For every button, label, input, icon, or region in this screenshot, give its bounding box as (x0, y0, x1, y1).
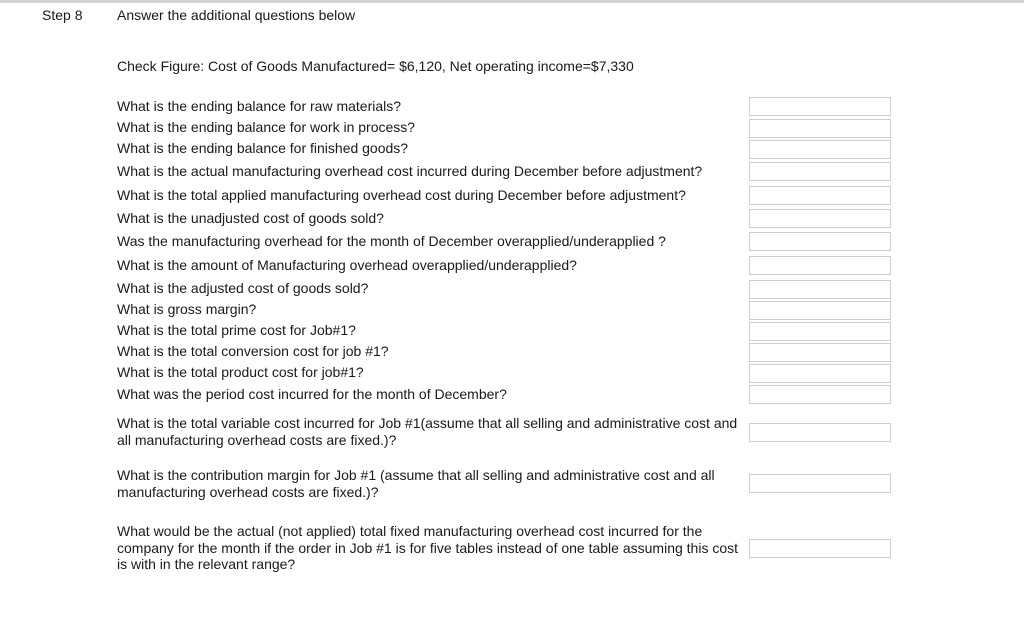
answer-input[interactable] (749, 322, 891, 341)
question-text: What is the actual manufacturing overhead cost incurred during December before adjustment? (117, 163, 703, 179)
answer-input[interactable] (749, 364, 891, 383)
question-text: What would be the actual (not applied) total fixed manufacturing overhead cost incurred for the company for the month if the order in Job #1 is for five tables instead of one table assuming this cost is with in the relevant range? (117, 523, 739, 572)
question-text: What is the amount of Manufacturing overhead overapplied/underapplied? (117, 257, 577, 273)
answer-input[interactable] (749, 232, 891, 251)
question-text: What is the total applied manufacturing overhead cost during December before adjustment? (117, 187, 686, 203)
question-text: What is the ending balance for finished goods? (117, 140, 409, 156)
question-text: What is the adjusted cost of goods sold? (117, 280, 369, 296)
question-text: What is the ending balance for raw materials? (117, 98, 402, 114)
step-title: Answer the additional questions below (117, 7, 356, 23)
answer-input[interactable] (749, 539, 891, 558)
answer-input[interactable] (749, 256, 891, 275)
answer-input[interactable] (749, 209, 891, 228)
answer-input[interactable] (749, 162, 891, 181)
answer-input[interactable] (749, 474, 891, 493)
answer-input[interactable] (749, 385, 891, 404)
step-label: Step 8 (42, 7, 83, 23)
answer-input[interactable] (749, 423, 891, 442)
question-text: What is the total conversion cost for job #1? (117, 343, 389, 359)
question-text: What was the period cost incurred for the month of December? (117, 386, 507, 402)
question-text: What is gross margin? (117, 301, 257, 317)
question-text: What is the total product cost for job#1? (117, 364, 364, 380)
top-divider (0, 0, 1024, 3)
answer-input[interactable] (749, 140, 891, 159)
answer-input[interactable] (749, 343, 891, 362)
question-text: What is the contribution margin for Job #1 (assume that all selling and administrative cost and all manufacturing overhead costs are fixed.)? (117, 467, 715, 500)
answer-input[interactable] (749, 280, 891, 299)
question-text: What is the ending balance for work in process? (117, 119, 416, 135)
answer-input[interactable] (749, 119, 891, 138)
question-text: What is the unadjusted cost of goods sold? (117, 210, 384, 226)
question-text: What is the total prime cost for Job#1? (117, 322, 356, 338)
answer-input[interactable] (749, 301, 891, 320)
check-figure: Check Figure: Cost of Goods Manufactured= $6,120, Net operating income=$7,330 (117, 58, 634, 74)
question-text: Was the manufacturing overhead for the month of December overapplied/underapplied ? (117, 233, 666, 249)
question-text: What is the total variable cost incurred for Job #1(assume that all selling and administrative cost and all manufacturing overhead costs are fixed.)? (117, 415, 738, 448)
answer-input[interactable] (749, 97, 891, 116)
answer-input[interactable] (749, 186, 891, 205)
